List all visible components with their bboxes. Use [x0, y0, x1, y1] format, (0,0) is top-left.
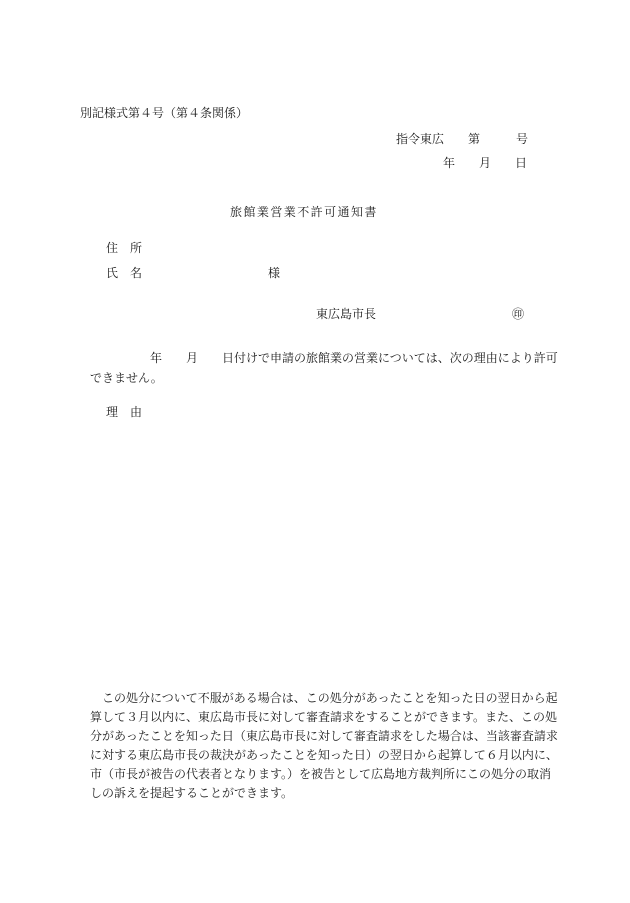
- document-title: 旅館業営業不許可通知書: [230, 205, 378, 219]
- notice-line: 市（市長が被告の代表者となります。）を被告として広島地方裁判所にこの処分の取消: [90, 767, 552, 781]
- notice-line: 分があったことを知った日（東広島市長に対して審査請求をした場合は、当該審査請求: [90, 729, 558, 743]
- reference-date: 年 月 日: [443, 156, 528, 170]
- address-label: 住 所: [106, 241, 143, 255]
- body-line: できません。: [90, 371, 163, 385]
- body-text: [90, 348, 558, 388]
- name-label: 氏 名: [106, 266, 143, 280]
- notice-line: この処分について不服がある場合は、この処分があったことを知った日の翌日から起: [90, 691, 558, 705]
- notice-line: しの訴えを提起することができます。: [90, 786, 294, 800]
- reference-number: 指令東広 第 号: [396, 132, 529, 146]
- notice-line: に対する東広島市長の裁決があったことを知った日）の翌日から起算して６月以内に、: [90, 748, 558, 762]
- reason-label: 理 由: [106, 405, 143, 419]
- issuer-name: 東広島市長: [316, 307, 377, 321]
- seal-mark: ㊞: [512, 307, 525, 321]
- notice-line: 算して３月以内に、東広島市長に対して審査請求をすることができます。また、この処: [90, 710, 558, 724]
- honorific-label: 様: [268, 266, 281, 280]
- appeal-notice: [90, 689, 558, 803]
- form-label: 別記様式第４号（第４条関係）: [80, 106, 249, 120]
- body-line: 年 月 日付けで申請の旅館業の営業については、次の理由により許可: [90, 351, 558, 365]
